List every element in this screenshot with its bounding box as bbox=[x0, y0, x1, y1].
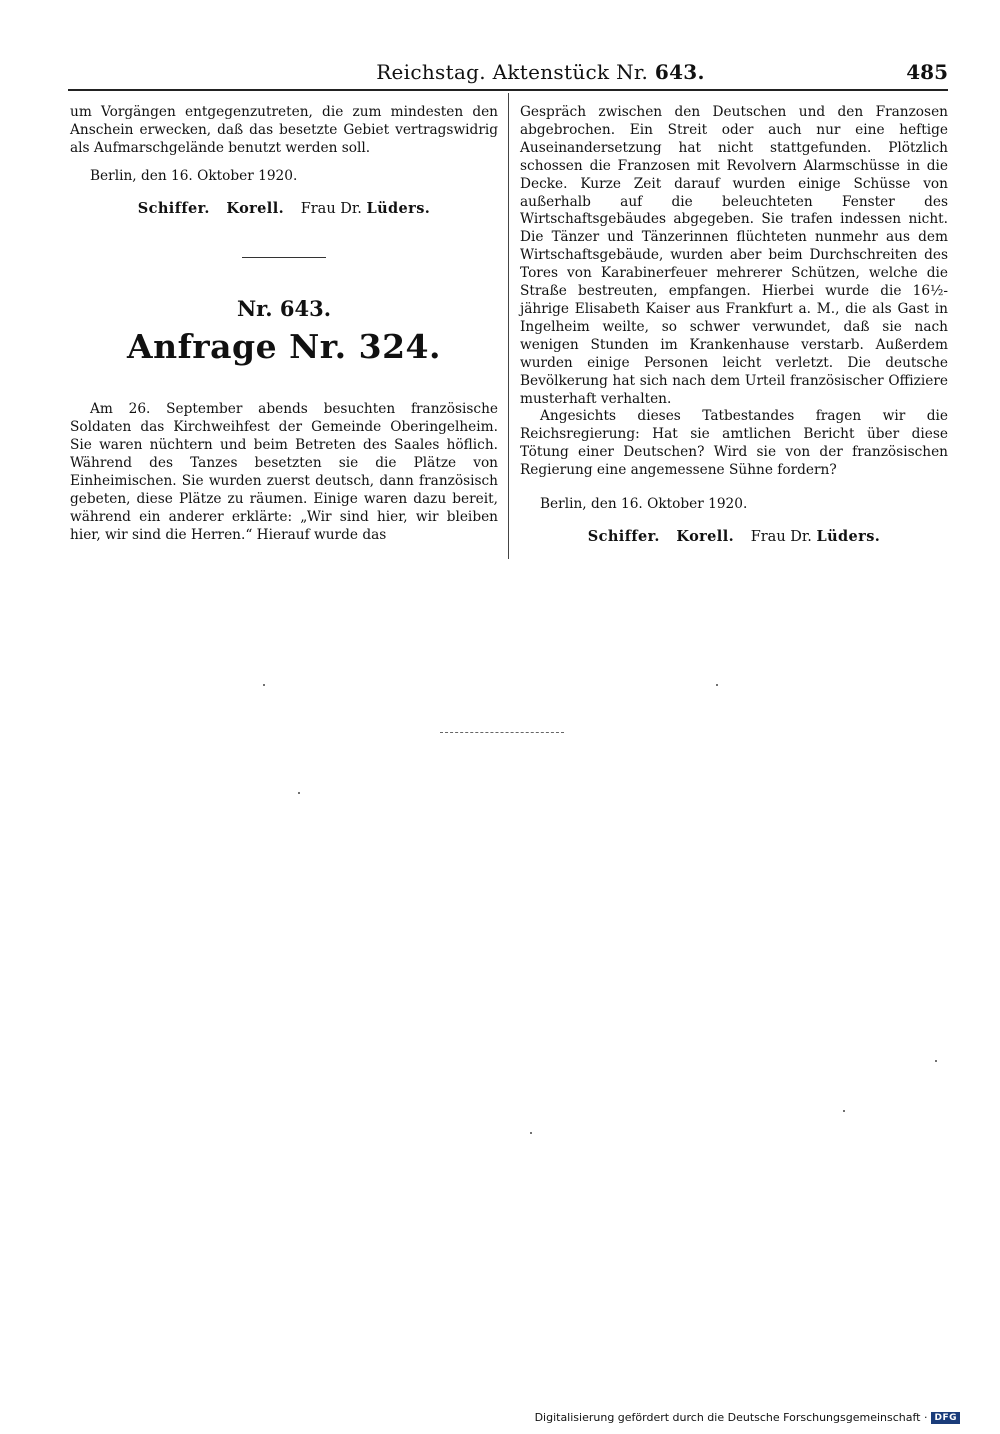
page-number: 485 bbox=[906, 60, 948, 84]
dfg-logo: DFG bbox=[931, 1412, 960, 1424]
left-column bbox=[70, 104, 498, 545]
paper-speck bbox=[263, 684, 265, 686]
question-paragraph: Angesichts dieses Tatbestandes fragen wir die Reichsregierung: Hat sie amtlichen Bericht über diese Tötung einer Deutschen? Wird sie von der französischen Regierung eine angemessene Sühne fordern? bbox=[520, 408, 948, 479]
signature-name: Lüders. bbox=[816, 527, 881, 545]
paper-speck bbox=[298, 792, 300, 794]
signature-name: Korell. bbox=[676, 527, 735, 545]
signature-name: Schiffer. bbox=[587, 527, 660, 545]
digitization-credit bbox=[535, 1411, 960, 1424]
document-number: Nr. 643. bbox=[236, 295, 332, 321]
signature-name: Korell. bbox=[226, 199, 285, 217]
dateline: Berlin, den 16. Oktober 1920. bbox=[540, 496, 748, 513]
running-head bbox=[368, 60, 713, 84]
column-divider bbox=[508, 93, 509, 559]
right-column bbox=[520, 104, 948, 547]
credit-text: Digitalisierung gefördert durch die Deutsche Forschungsgemeinschaft · bbox=[534, 1411, 928, 1424]
paper-speck bbox=[935, 1060, 937, 1062]
page-header bbox=[68, 60, 948, 84]
signature-name: Schiffer. bbox=[137, 199, 210, 217]
body-paragraph: Gespräch zwischen den Deutschen und den Franzosen abgebrochen. Ein Streit oder auch nur eine heftige Auseinandersetzung hat nicht stattgefunden. Plötzlich schossen die Franzosen mit Revolvern Alarmschüsse in die Decke. Kurze Zeit darauf wurden einige Schüsse von außerhalb auf die beleuchteten Fenster des Wirtschaftsgebäudes abgegeben. Sie trafen indessen nicht. Die Tänzer und Tänzerinnen flüchteten nunmehr aus dem Wirtschaftsgebäude, wurden aber beim Durchschreiten des Tores von Karabinerfeuer mehrerer Schützen, welche die Straße bestreuten, empfangen. Hierbei wurde die 16½-jährige Elisabeth Kaiser aus Frankfurt a. M., die als Gast in Ingelheim weilte, so schwer verwundet, daß sie nach wenigen Stunden im Krankenhause verstarb. Außerdem wurden einige Personen leicht verletzt. Die deutsche Bevölkerung hat sich nach dem Urteil französischer Offiziere musterhaft verhalten. bbox=[520, 104, 948, 407]
end-rule bbox=[440, 732, 564, 733]
paper-speck bbox=[716, 684, 718, 686]
running-head-number: 643. bbox=[654, 60, 705, 84]
anfrage-paragraph: Am 26. September abends besuchten französische Soldaten das Kirchweihfest der Gemeinde Oberingelheim. Sie waren nüchtern und beim Betreten des Saales höflich. Während des Tanzes besetzten sie die Plätze von Einheimischen. Sie wurden zuerst deutsch, dann französisch gebeten, diese Plätze zu räumen. Einige waren dazu bereit, während ein anderer erklärte: „Wir sind hier, wir bleiben hier, wir sind die Herren.“ Hierauf wurde das bbox=[70, 401, 498, 543]
dateline: Berlin, den 16. Oktober 1920. bbox=[90, 167, 298, 184]
header-rule bbox=[68, 89, 948, 91]
document-title: Anfrage Nr. 324. bbox=[127, 327, 441, 367]
paper-speck bbox=[843, 1110, 845, 1112]
signature-name: Lüders. bbox=[366, 199, 431, 217]
signature-prefix: Frau Dr. bbox=[300, 200, 362, 217]
signature-block bbox=[70, 200, 498, 219]
continuation-paragraph: um Vorgängen entgegenzutreten, die zum mindesten den Anschein erwecken, daß das besetzte Gebiet vertragswidrig als Aufmarschgelände benutzt werden soll. bbox=[70, 104, 498, 156]
signature-prefix: Frau Dr. bbox=[750, 528, 812, 545]
section-separator bbox=[242, 257, 326, 258]
running-head-text: Reichstag. Aktenstück Nr. bbox=[376, 60, 649, 84]
paper-speck bbox=[530, 1132, 532, 1134]
signature-block bbox=[520, 528, 948, 547]
